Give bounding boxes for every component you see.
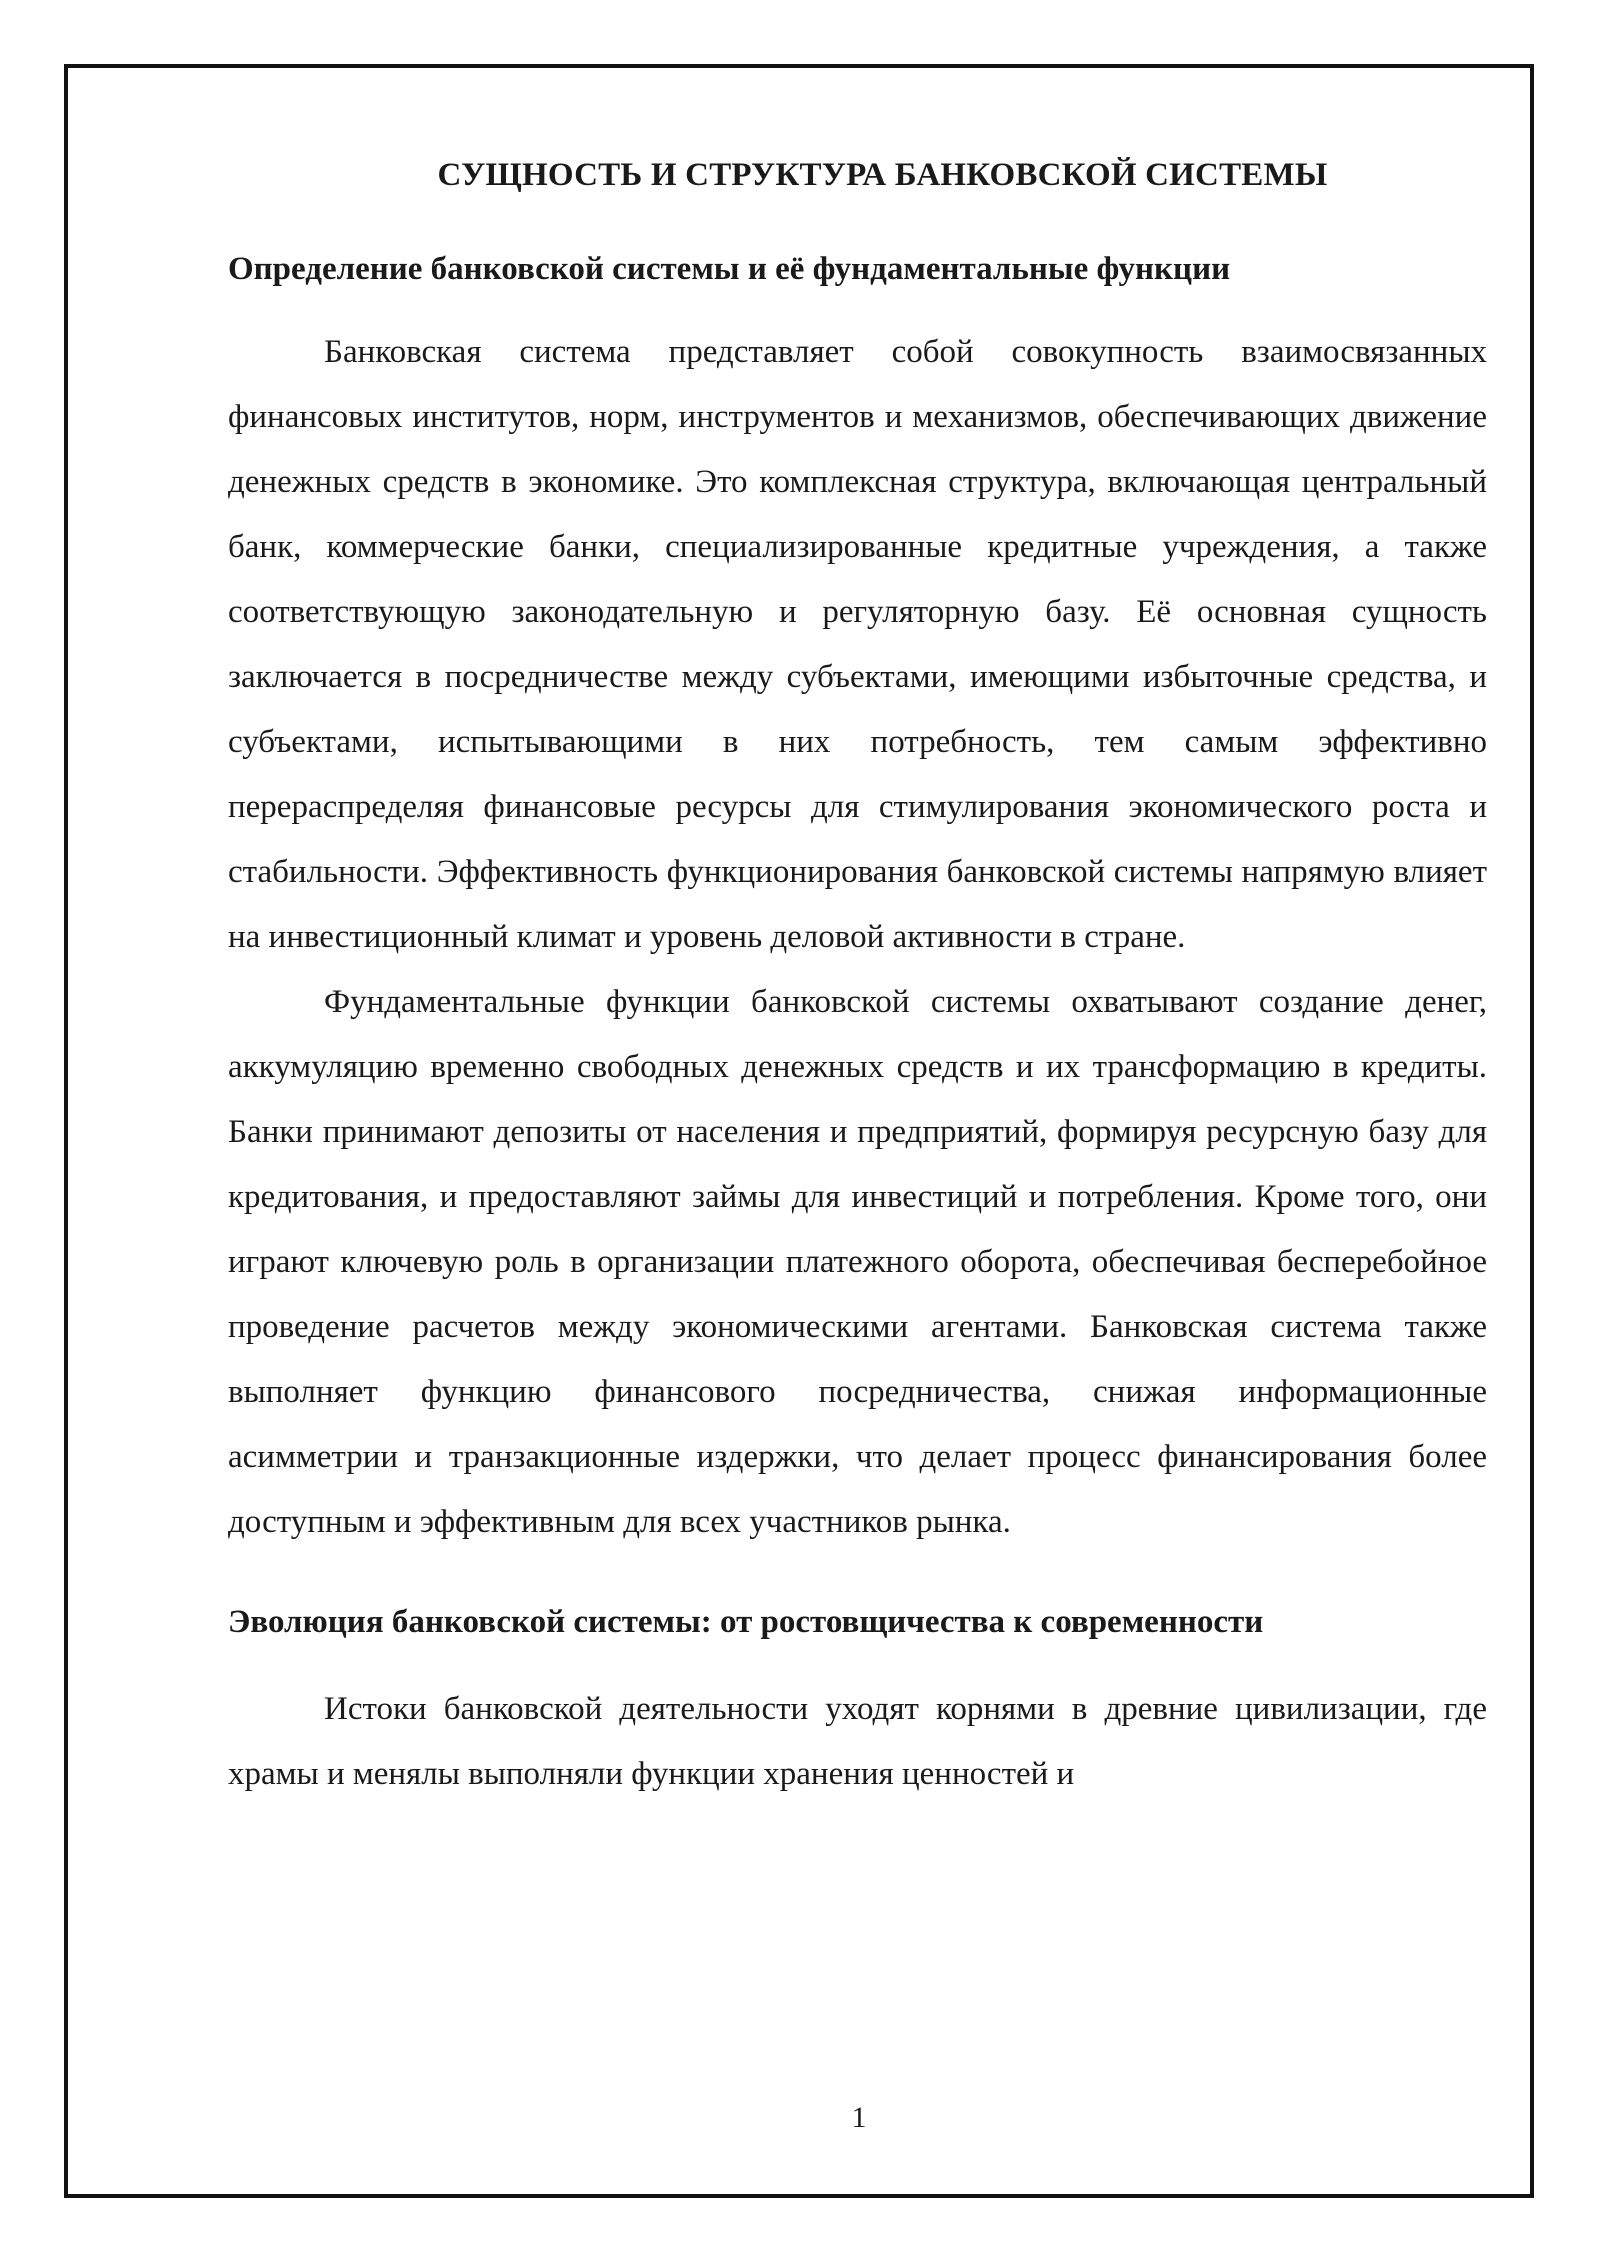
- paragraph-functions: Фундаментальные функции банковской системы охватывают создание денег, аккумуляцию временно свободных денежных средств и их трансформацию в кредиты. Банки принимают депозиты от населения и предприятий, формируя ресурсную базу для кредитования, и предоставляют займы для инвестиций и потребления. Кроме того, они играют ключевую роль в организации платежного оборота, обеспечивая бесперебойное проведение расчетов между экономическими агентами. Банковская система также выполняет функцию финансового посредничества, снижая информационные асимметрии и транзакционные издержки, что делает процесс финансирования более доступным и эффективным для всех участников рынка.: [228, 984, 1487, 1540]
- document-body: [228, 148, 1487, 1807]
- page-number: 1: [851, 2101, 867, 2134]
- paragraph-evolution: Истоки банковской деятельности уходят корнями в древние цивилизации, где храмы и менялы выполняли функции хранения ценностей и: [228, 1691, 1487, 1792]
- section-heading-evolution: Эволюция банковской системы: от ростовщичества к современности: [228, 1604, 1264, 1640]
- section-heading-definition: Определение банковской системы и её фундаментальные функции: [228, 251, 1231, 287]
- document-title: СУЩНОСТЬ И СТРУКТУРА БАНКОВСКОЙ СИСТЕМЫ: [437, 157, 1328, 193]
- paragraph-definition: Банковская система представляет собой совокупность взаимосвязанных финансовых институтов, норм, инструментов и механизмов, обеспечивающих движение денежных средств в экономике. Это комплексная структура, включающая центральный банк, коммерческие банки, специализированные кредитные учреждения, а также соответствующую законодательную и регуляторную базу. Её основная сущность заключается в посредничестве между субъектами, имеющими избыточные средства, и субъектами, испытывающими в них потребность, тем самым эффективно перераспределяя финансовые ресурсы для стимулирования экономического роста и стабильности. Эффективность функционирования банковской системы напрямую влияет на инвестиционный климат и уровень деловой активности в стране.: [228, 334, 1487, 955]
